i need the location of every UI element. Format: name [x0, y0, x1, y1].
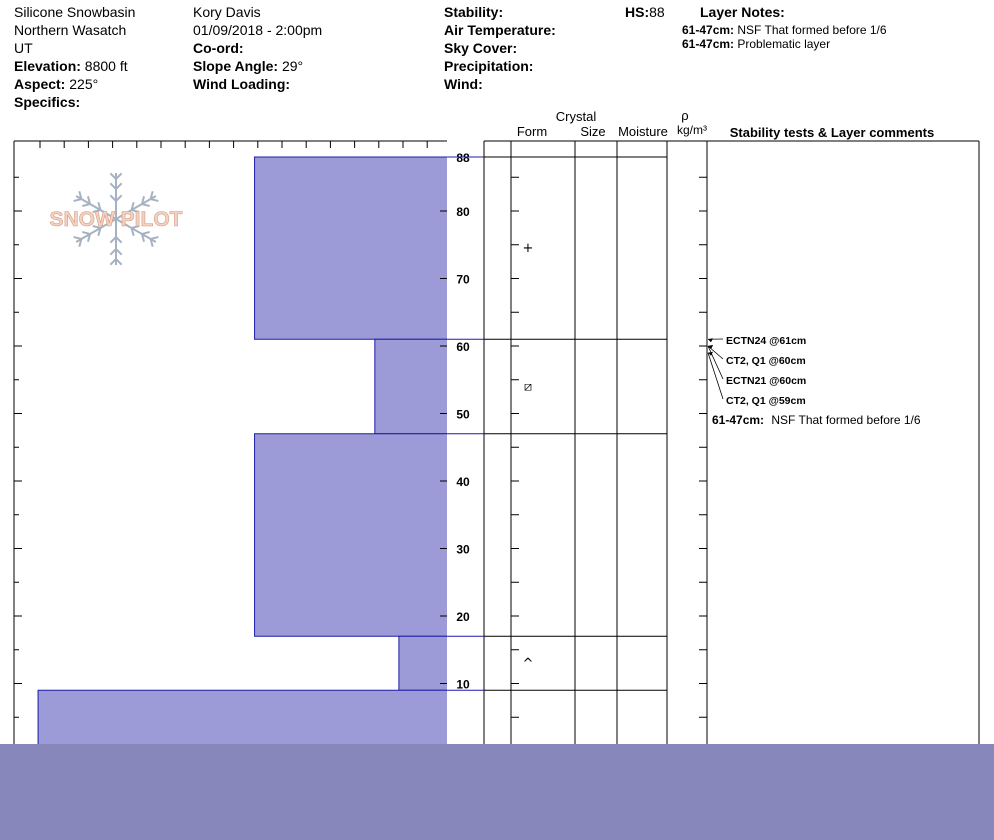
- y-tick-label: 40: [456, 475, 470, 489]
- observation-datetime: 01/09/2018 - 2:00pm: [193, 22, 323, 38]
- footer-band: [0, 744, 994, 840]
- precip-label: Precipitation:: [444, 58, 534, 74]
- y-tick-label: 80: [456, 205, 470, 219]
- flake-branch: [82, 204, 90, 206]
- site-name: Silicone Snowbasin: [14, 4, 136, 20]
- col-form-header: Form: [516, 124, 548, 139]
- stability-label: Stability:: [444, 4, 504, 20]
- hs-value: 88: [649, 4, 665, 20]
- stability-leader: [708, 353, 723, 399]
- layer-comment-range: 61-47cm:: [712, 413, 765, 427]
- hardness-bar: [375, 339, 447, 434]
- stability-test-label: ECTN24 @61cm: [726, 335, 807, 347]
- specifics-label: Specifics:: [14, 94, 81, 110]
- footer-band-notch: [432, 748, 446, 752]
- observer-name: Kory Davis: [193, 4, 261, 20]
- flake-branch: [74, 199, 82, 201]
- coord-label: Co-ord:: [193, 40, 244, 56]
- col-crystal-header: Crystal: [555, 109, 597, 124]
- col-size-header: Size: [580, 124, 606, 139]
- state: UT: [14, 40, 33, 56]
- layer-notes-title-text: Layer Notes:: [700, 4, 785, 20]
- hardness-bar: [255, 434, 447, 637]
- flake-branch: [82, 232, 90, 234]
- layer-table: [484, 141, 979, 746]
- stability-tests: [708, 335, 806, 407]
- grain-form-symbol: ⧄: [523, 379, 533, 395]
- y-tick-label: 88: [456, 151, 470, 165]
- snowpilot-logo: [50, 173, 183, 265]
- stability-leader: [708, 346, 723, 379]
- stability-test-label: CT2, Q1 @60cm: [726, 355, 806, 367]
- stability-test-label: CT2, Q1 @59cm: [726, 395, 806, 407]
- layer-note-text: Problematic layer: [737, 37, 831, 51]
- col-moisture-header: Moisture: [618, 124, 668, 139]
- sky-label: Sky Cover:: [444, 40, 518, 56]
- layer-boundaries: [447, 157, 667, 690]
- aspect-value: 225°: [69, 76, 99, 92]
- hs-label: HS:: [625, 4, 650, 20]
- hardness-bar: [38, 690, 447, 751]
- wind-loading-label: Wind Loading:: [193, 76, 291, 92]
- layer-note-range: 61-47cm:: [682, 23, 735, 37]
- layer-note-range: 61-47cm:: [682, 37, 735, 51]
- layer-comment-text: NSF That formed before 1/6: [771, 413, 921, 427]
- layer-comment: [712, 413, 921, 427]
- flake-branch: [151, 237, 159, 239]
- flake-branch: [151, 199, 159, 201]
- hardness-bar: [399, 636, 447, 690]
- slope-value: 29°: [281, 58, 304, 74]
- y-tick-label: 70: [456, 272, 470, 287]
- y-tick-label: 10: [456, 677, 470, 692]
- mountain-range: Northern Wasatch: [14, 22, 127, 38]
- grain-form-symbol: +: [522, 241, 534, 257]
- flake-branch: [142, 204, 150, 206]
- aspect-label: Aspect:: [14, 76, 66, 92]
- grain-forms: [523, 241, 534, 671]
- hardness-bar: [255, 157, 447, 339]
- col-density-header: kg/m³: [677, 123, 707, 137]
- slope-label: Slope Angle:: [193, 58, 279, 74]
- y-tick-label: 60: [456, 340, 470, 354]
- wind-label: Wind:: [444, 76, 483, 92]
- grain-form-symbol: ^: [522, 656, 534, 672]
- y-tick-label: 20: [456, 610, 470, 624]
- y-tick-label: 30: [456, 542, 470, 557]
- elevation-value: 8800 ft: [84, 58, 128, 74]
- col-rho-header: ρ: [681, 108, 689, 123]
- elevation-label: Elevation:: [14, 58, 81, 74]
- y-tick-label: 50: [456, 407, 470, 422]
- stability-test-label: ECTN21 @60cm: [726, 375, 807, 387]
- layer-note-text: NSF That formed before 1/6: [737, 23, 887, 37]
- logo-text: SNOW PILOT: [49, 208, 183, 231]
- flake-branch: [142, 232, 150, 234]
- flake-branch: [74, 237, 82, 239]
- col-stability-header: Stability tests & Layer comments: [729, 125, 935, 140]
- hardness-layers: [38, 157, 447, 751]
- air-temp-label: Air Temperature:: [444, 22, 556, 38]
